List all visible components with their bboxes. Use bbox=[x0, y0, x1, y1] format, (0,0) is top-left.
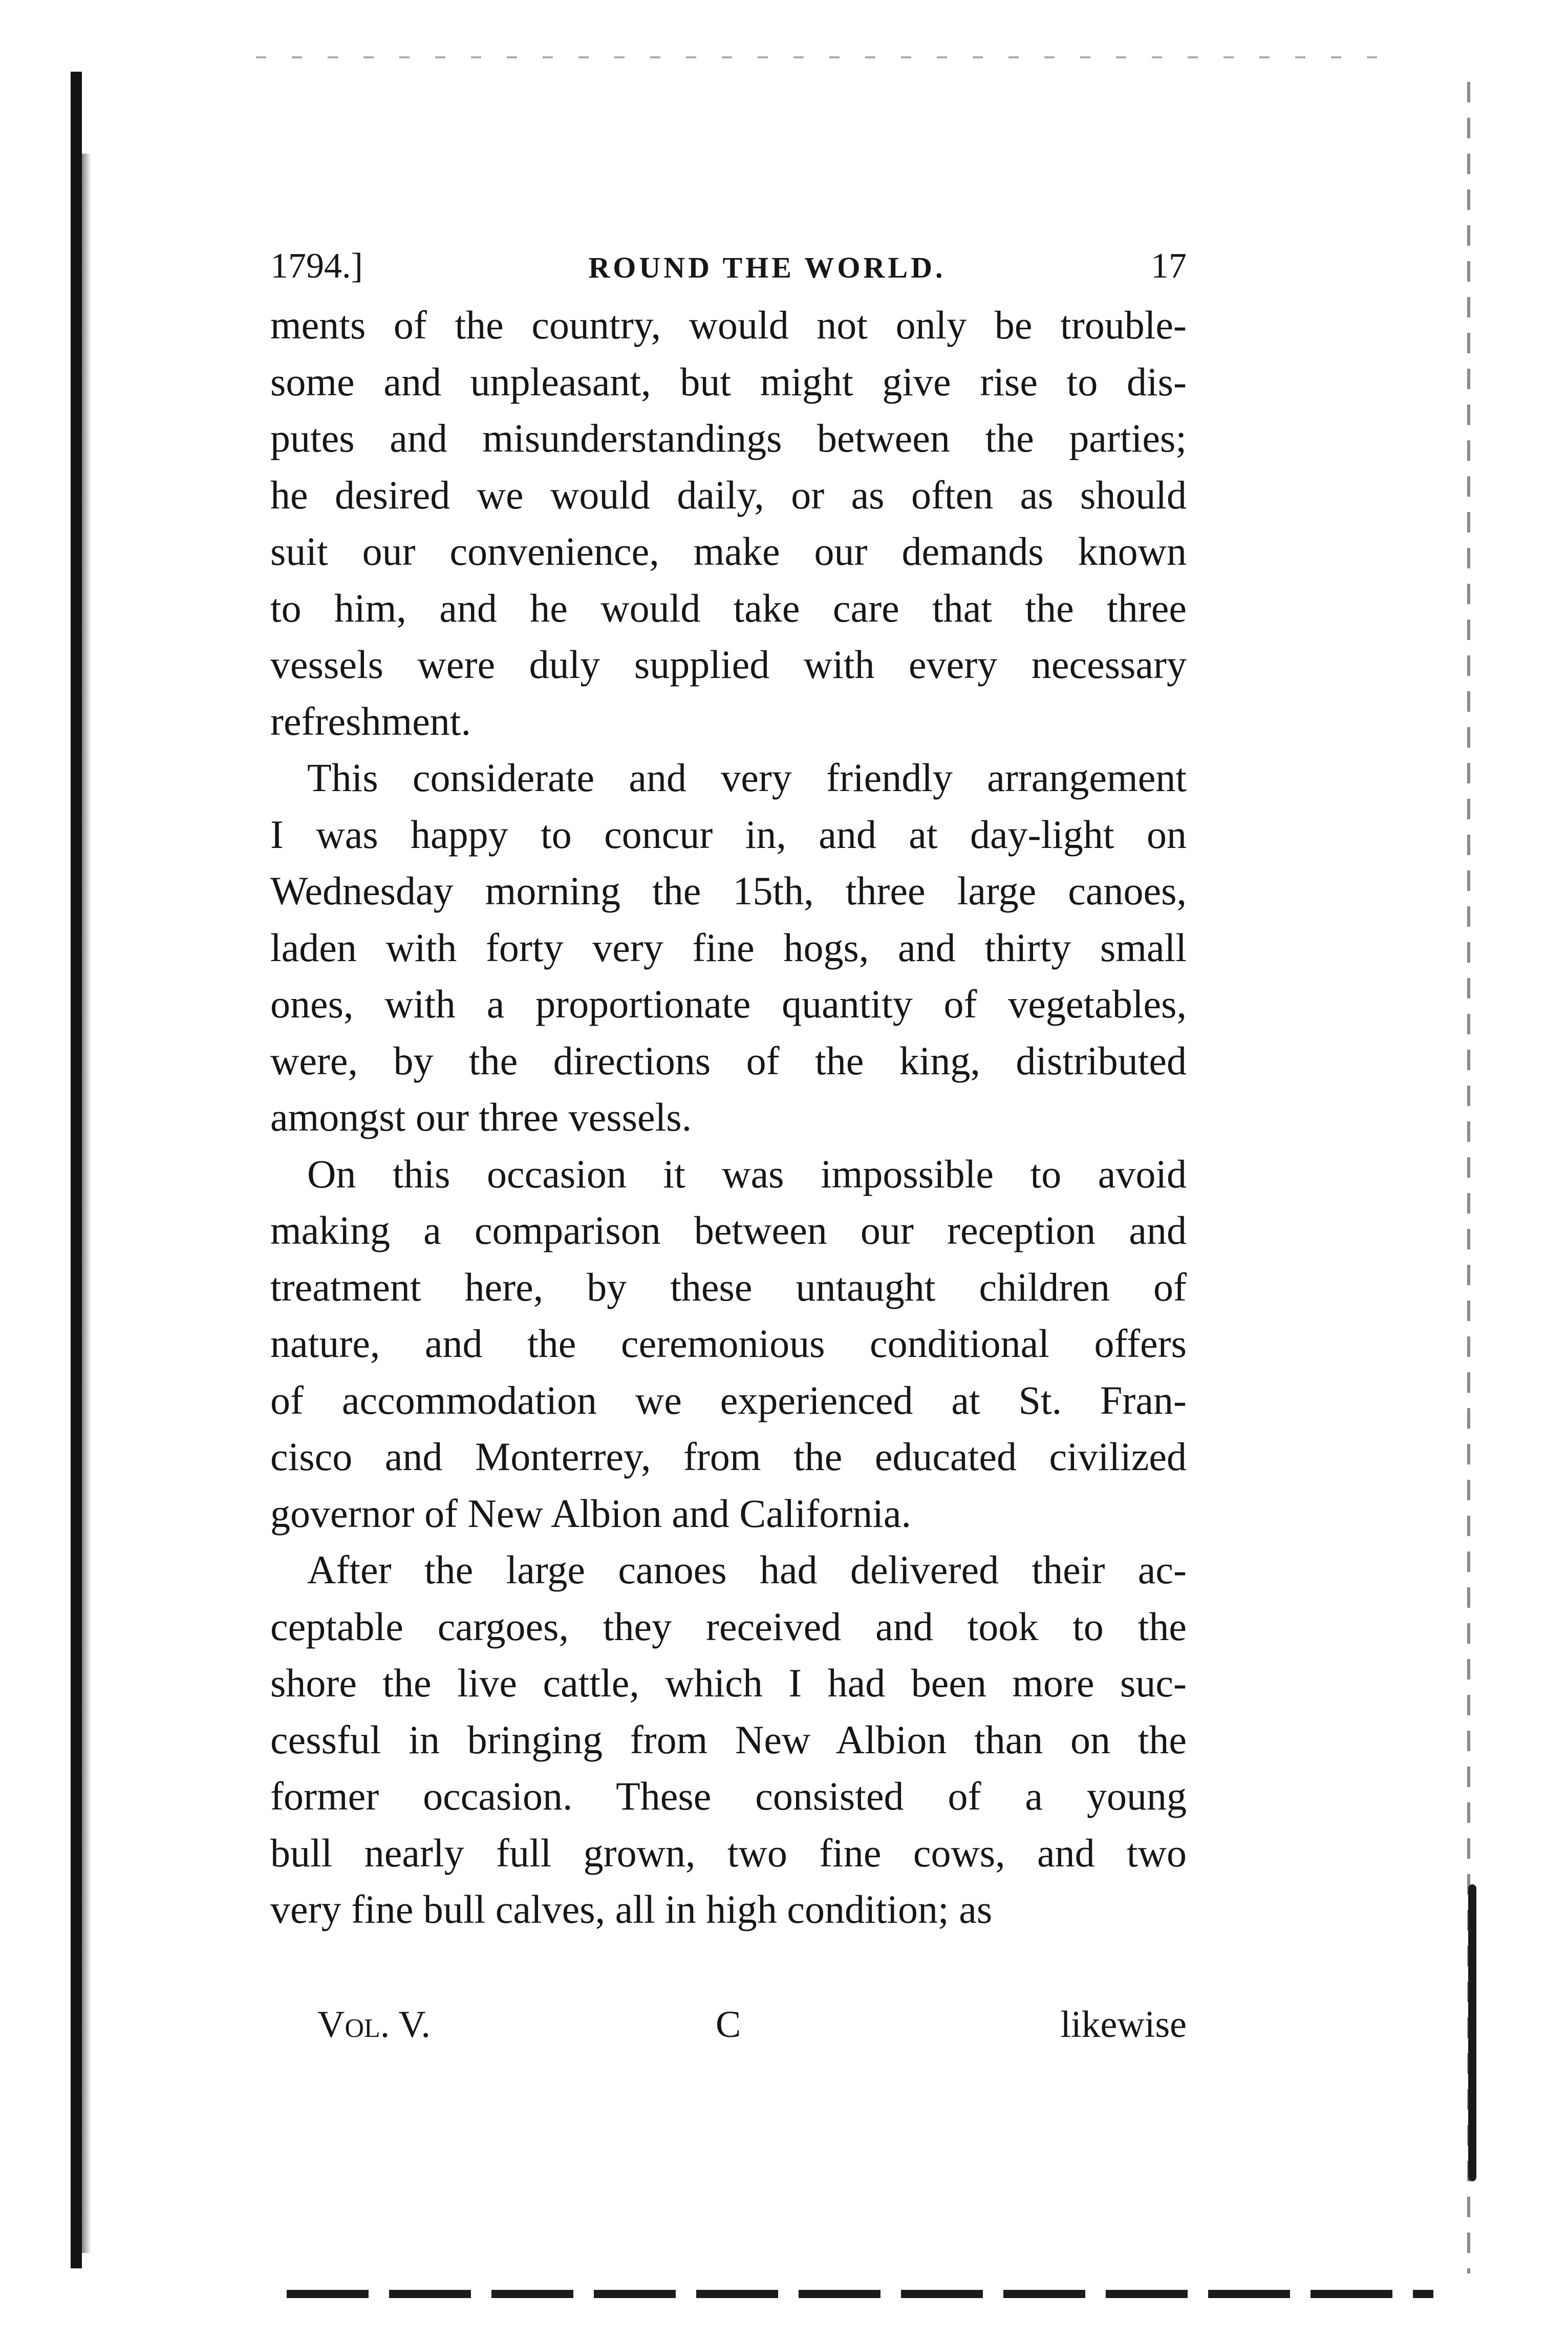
text-line: Wednesday morning the 15th, three large canoes, bbox=[270, 868, 1187, 913]
text-line: ceptable cargoes, they received and took to the bbox=[270, 1604, 1187, 1649]
header-year: 1794.] bbox=[270, 246, 363, 286]
text-line: putes and misunderstandings between the parties; bbox=[270, 416, 1187, 460]
text-line: I was happy to concur in, and at day-light on bbox=[270, 812, 1187, 857]
text-line: were, by the directions of the king, distributed bbox=[270, 1038, 1187, 1083]
text-line: After the large canoes had delivered their ac- bbox=[307, 1547, 1187, 1592]
binding-edge bbox=[71, 72, 82, 2268]
text-line: cessful in bringing from New Albion than on the bbox=[270, 1717, 1187, 1762]
text-line: bull nearly full grown, two fine cows, and two bbox=[270, 1830, 1187, 1875]
text-line: suit our convenience, make our demands known bbox=[270, 529, 1187, 573]
page-number: 17 bbox=[1151, 246, 1187, 286]
body-text bbox=[270, 297, 1187, 1938]
page-bottom-edge bbox=[287, 2290, 1433, 2298]
text-line: very fine bull calves, all in high condition; as bbox=[270, 1887, 993, 1931]
text-line: laden with forty very fine hogs, and thirty small bbox=[270, 925, 1187, 970]
text-line: ments of the country, would not only be trouble- bbox=[270, 303, 1187, 347]
page-footer bbox=[270, 2003, 1187, 2054]
text-line: ones, with a proportionate quantity of vegetables, bbox=[270, 982, 1187, 1026]
running-title: ROUND THE WORLD. bbox=[588, 251, 946, 284]
binding-shadow bbox=[82, 154, 91, 2253]
text-line: nature, and the ceremonious conditional offers bbox=[270, 1321, 1187, 1366]
text-line: former occasion. These consisted of a young bbox=[270, 1774, 1187, 1818]
text-line: amongst our three vessels. bbox=[270, 1095, 692, 1139]
text-line: On this occasion it was impossible to avoid bbox=[307, 1151, 1187, 1196]
text-line: vessels were duly supplied with every necessary bbox=[270, 642, 1187, 687]
text-line: This considerate and very friendly arrangement bbox=[307, 755, 1187, 800]
page-top-edge bbox=[256, 56, 1382, 58]
text-line: of accommodation we experienced at St. Fran- bbox=[270, 1377, 1187, 1422]
volume-mark: Vol. V. bbox=[317, 2004, 431, 2046]
signature-mark: C bbox=[716, 2004, 741, 2046]
catchword: likewise bbox=[1060, 2004, 1187, 2046]
running-header bbox=[270, 246, 1187, 289]
text-line: treatment here, by these untaught children of bbox=[270, 1264, 1187, 1309]
text-line: making a comparison between our reception and bbox=[270, 1208, 1187, 1252]
text-line: some and unpleasant, but might give rise to dis- bbox=[270, 359, 1187, 404]
text-line: shore the live cattle, which I had been more suc- bbox=[270, 1661, 1187, 1705]
text-line: governor of New Albion and California. bbox=[270, 1491, 912, 1536]
text-line: to him, and he would take care that the three bbox=[270, 585, 1187, 630]
text-line: he desired we would daily, or as often as should bbox=[270, 472, 1187, 517]
text-line: cisco and Monterrey, from the educated civilized bbox=[270, 1434, 1187, 1479]
page-right-edge-mark bbox=[1468, 1884, 1476, 2181]
text-line: refreshment. bbox=[270, 698, 471, 743]
